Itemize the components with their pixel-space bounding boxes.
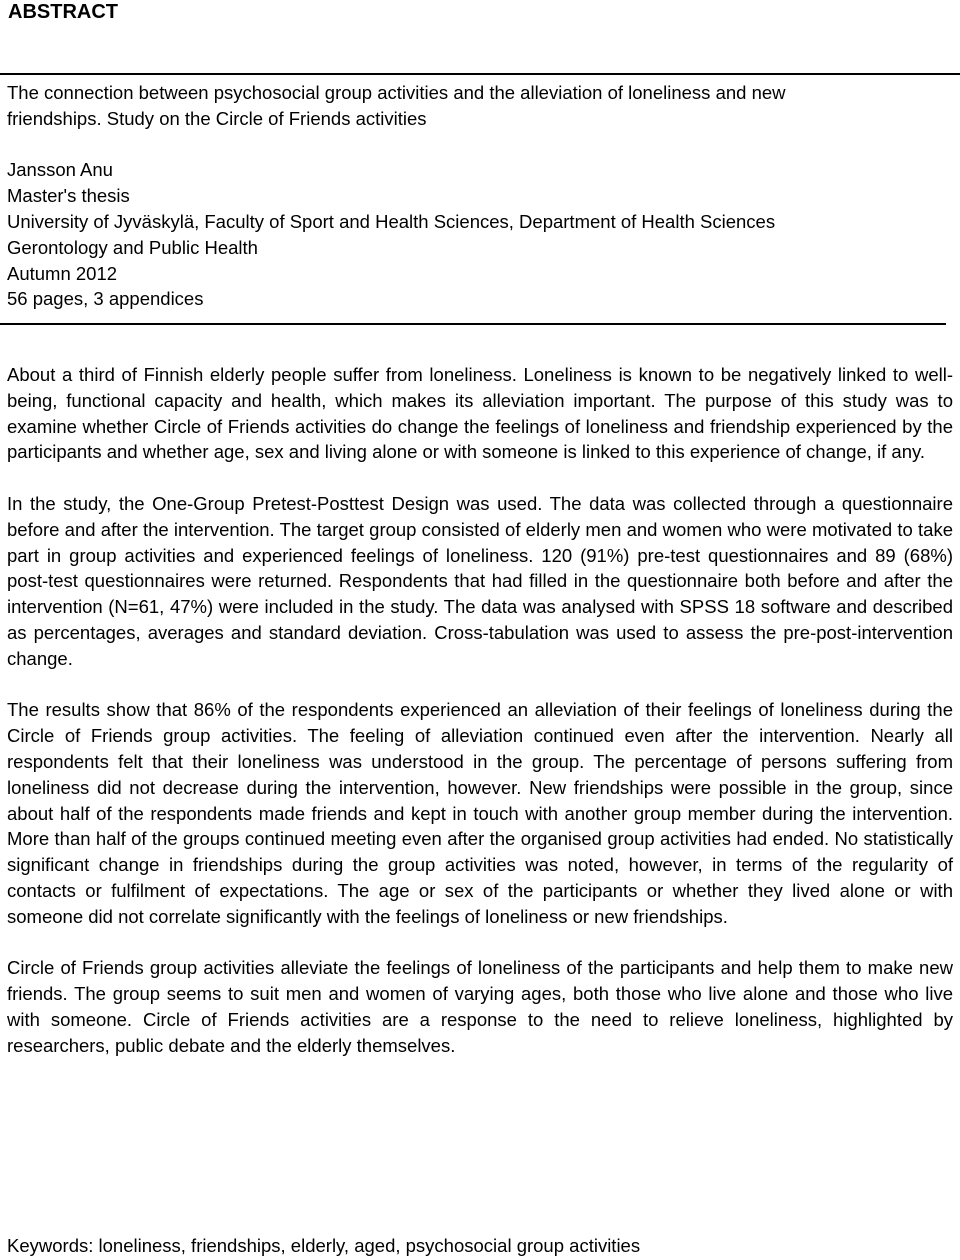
abstract-heading: ABSTRACT	[8, 1, 118, 23]
top-divider	[0, 73, 960, 75]
abstract-paragraph-conclusion: Circle of Friends group activities alleviate the feelings of loneliness of the participants and help them to make new friends. The group seems to suit men and women of varying ages, both those who live alone and those who live with someone. Circle of Friends activities are a response to the need to relieve loneliness, highlighted by researchers, public debate and the elderly themselves.	[7, 957, 953, 1056]
thesis-title-line-1: The connection between psychosocial group activities and the alleviation of loneliness and new	[7, 82, 786, 103]
author-name: Jansson Anu	[7, 159, 113, 181]
page-count: 56 pages, 3 appendices	[7, 288, 204, 310]
thesis-type: Master's thesis	[7, 185, 130, 207]
subject: Gerontology and Public Health	[7, 236, 258, 258]
thesis-title-line-2: friendships. Study on the Circle of Friends activities	[7, 107, 427, 129]
abstract-body	[7, 362, 953, 1084]
abstract-paragraph-methods: In the study, the One-Group Pretest-Posttest Design was used. The data was collected through a questionnaire before and after the intervention. The target group consisted of elderly men and women who were motivated to take part in group activities and experienced feelings of loneliness. 120 (91%) pre-test questionnaires and 89 (68%) post-test questionnaires were returned. Respondents that had filled in the questionnaire both before and after the intervention (N=61, 47%) were included in the study. The data was analysed with SPSS 18 software and described as percentages, averages and standard deviation. Cross-tabulation was used to assess the pre-post-intervention change.	[7, 492, 953, 669]
abstract-paragraph-background: About a third of Finnish elderly people suffer from loneliness. Loneliness is known to be negatively linked to well-being, functional capacity and health, which makes its alleviation important. The purpose of this study was to examine whether Circle of Friends activities do change the feelings of loneliness and friendship experienced by the participants and whether age, sex and living alone or with someone is linked to this experience of change, if any.	[7, 364, 953, 463]
metadata-divider	[0, 323, 946, 325]
abstract-paragraph-results: The results show that 86% of the respondents experienced an alleviation of their feelings of loneliness during the Circle of Friends group activities. The feeling of alleviation continued even after the intervention. Nearly all respondents felt that their loneliness was understood in the group. The percentage of persons suffering from loneliness did not decrease during the intervention, however. New friendships were possible in the group, since about half of the respondents made friends and kept in touch with another group member during the intervention. More than half of the groups continued meeting even after the organised group activities had ended. No statistically significant change in friendships during the group activities was noted, however, in terms of the regularity of contacts or fulfilment of expectations. The age or sex of the participants or whether they lived alone or with someone did not correlate significantly with the feelings of loneliness or new friendships.	[7, 699, 953, 927]
keywords-line: Keywords: loneliness, friendships, elderly, aged, psychosocial group activities	[7, 1235, 641, 1256]
term: Autumn 2012	[7, 262, 118, 284]
thesis-metadata	[7, 80, 957, 312]
blank-line	[7, 132, 957, 158]
institution: University of Jyväskylä, Faculty of Sport and Health Sciences, Department of Health Sciences	[7, 210, 776, 232]
